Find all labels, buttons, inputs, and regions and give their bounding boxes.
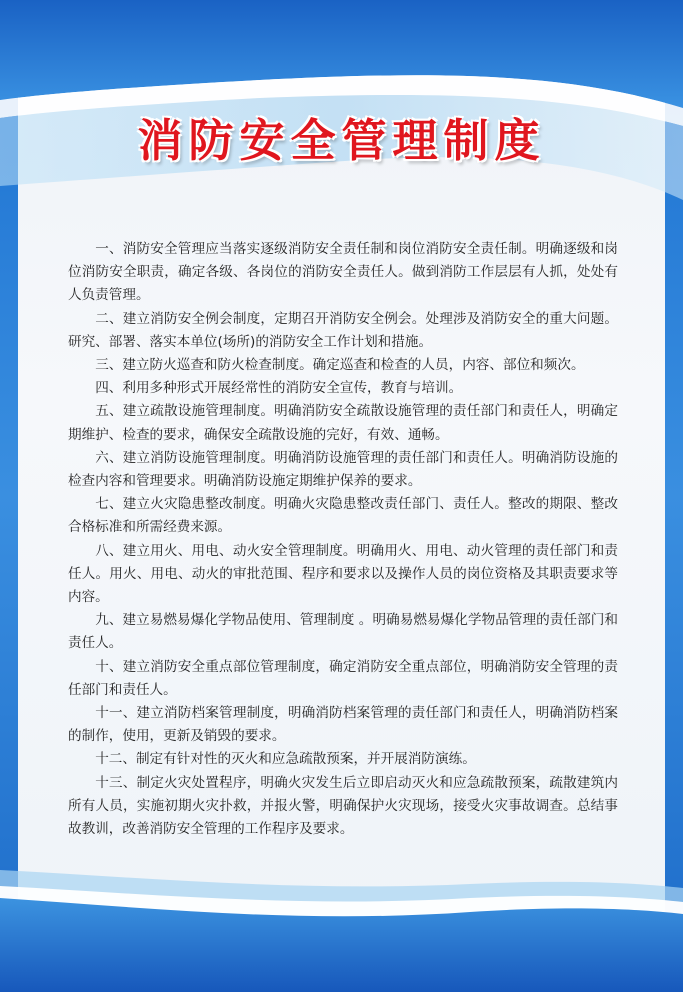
regulation-item-6: 六、建立消防设施管理制度。明确消防设施管理的责任部门和责任人。明确消防设施的检查内容和管理要求。明确消防设施定期维护保养的要求。 [68, 449, 618, 490]
regulation-item-2: 二、建立消防安全例会制度，定期召开消防安全例会。处理涉及消防安全的重大问题。研究、部署、落实本单位(场所)的消防安全工作计划和措施。 [68, 310, 618, 350]
bottom-wave-decoration [0, 862, 683, 992]
regulation-item-13: 十三、制定火灾处置程序，明确火灾发生后立即启动灭火和应急疏散预案，疏散建筑内所有人员，实施初期火灾扑救，并报火警，明确保护火灾现场，接受火灾事故调查。总结事故教训，改善消防安全管理的工作程序及要求。 [68, 774, 618, 838]
regulation-item-11: 十一、建立消防档案管理制度，明确消防档案管理的责任部门和责任人，明确消防档案的制作，使用，更新及销毁的要求。 [68, 705, 618, 745]
poster-title: 消防安全管理制度 [137, 114, 546, 167]
regulation-item-3: 三、建立防火巡查和防火检查制度。确定巡查和检查的人员，内容、部位和频次。 [95, 357, 585, 374]
regulation-item-9: 九、建立易燃易爆化学物品使用、管理制度 。明确易燃易爆化学物品管理的责任部门和责任人。 [68, 612, 618, 652]
regulation-item-5: 五、建立疏散设施管理制度。明确消防安全疏散设施管理的责任部门和责任人，明确定期维护、检查的要求，确保安全疏散设施的完好，有效、通畅。 [68, 403, 618, 443]
regulation-item-8: 八、建立用火、用电、动火安全管理制度。明确用火、用电、动火管理的责任部门和责任人。用火、用电、动火的审批范围、程序和要求以及操作人员的岗位资格及其职责要求等内容。 [68, 542, 618, 606]
regulation-body [68, 238, 618, 841]
regulation-item-4: 四、利用多种形式开展经常性的消防安全宣传，教育与培训。 [95, 380, 463, 397]
regulation-item-12: 十二、制定有针对性的灭火和应急疏散预案，并开展消防演练。 [95, 751, 476, 768]
regulation-item-10: 十、建立消防安全重点部位管理制度，确定消防安全重点部位，明确消防安全管理的责任部门和责任人。 [68, 658, 618, 698]
regulation-item-7: 七、建立火灾隐患整改制度。明确火灾隐患整改责任部门、责任人。整改的期限、整改合格标准和所需经费来源。 [68, 496, 618, 536]
regulation-item-1: 一、消防安全管理应当落实逐级消防安全责任制和岗位消防安全责任制。明确逐级和岗位消防安全职责，确定各级、各岗位的消防安全责任人。做到消防工作层层有人抓，处处有人负责管理。 [68, 241, 618, 304]
